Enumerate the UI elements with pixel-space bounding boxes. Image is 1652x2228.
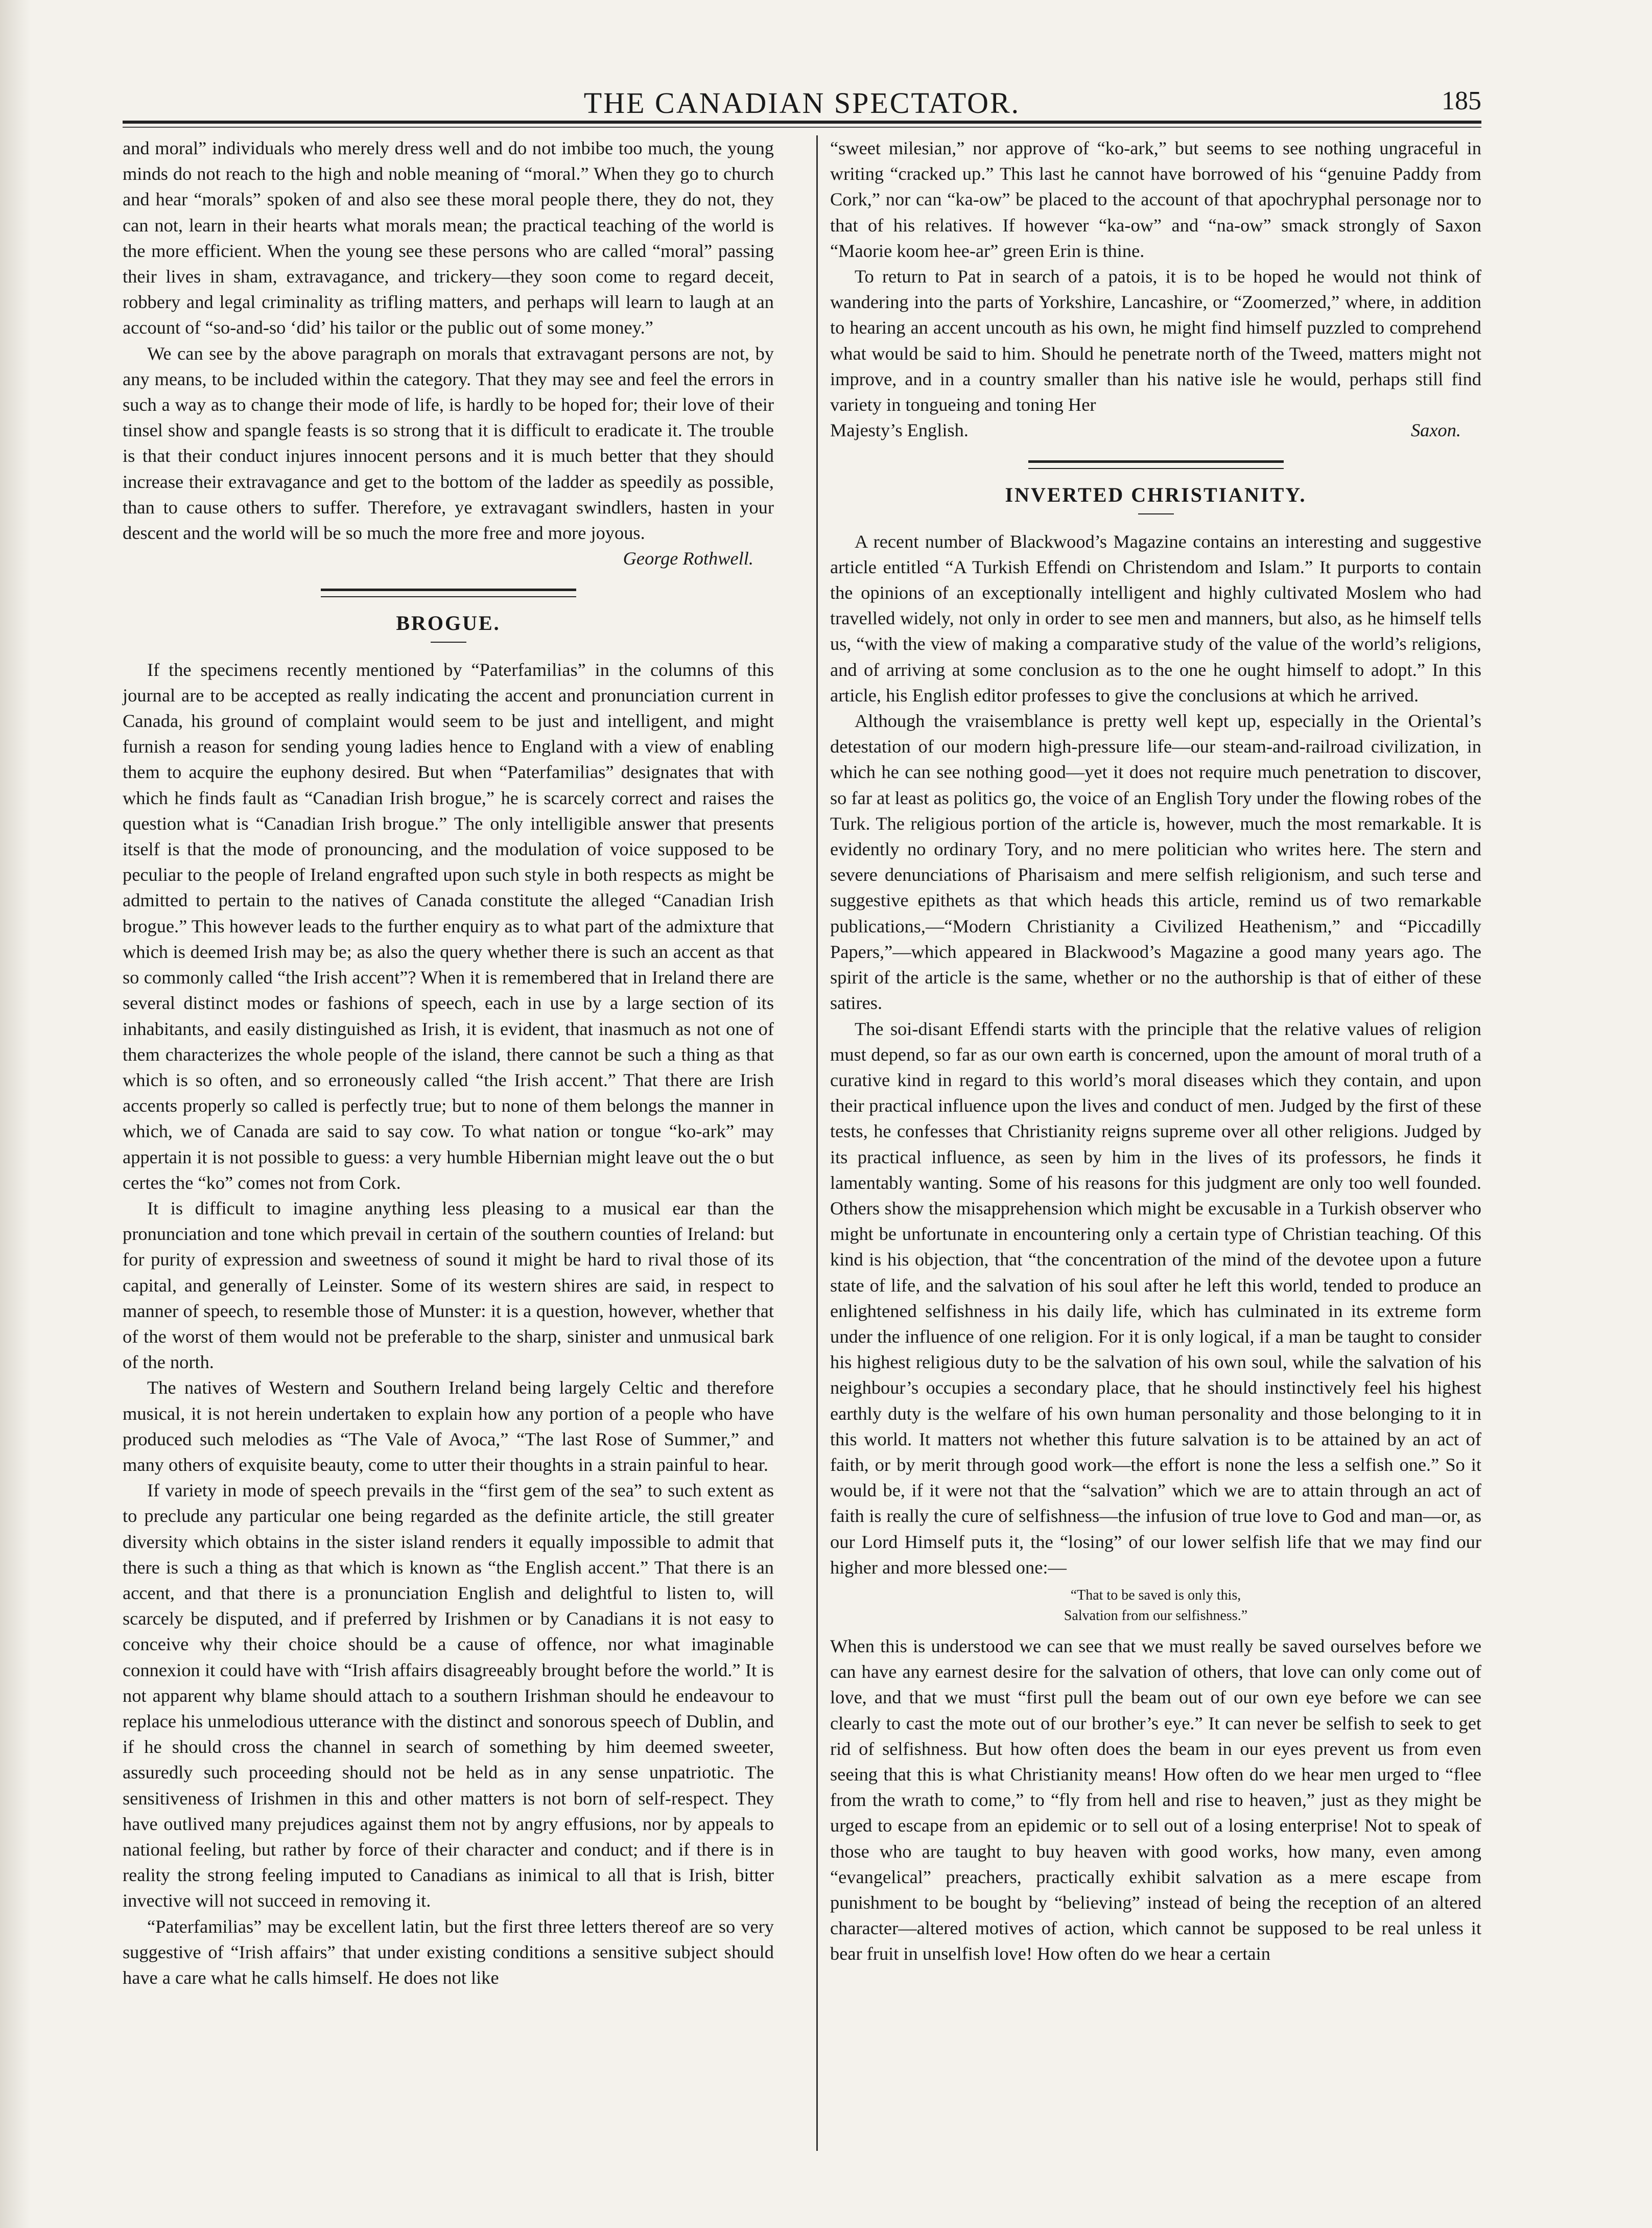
paragraph: A recent number of Blackwood’s Magazine contains an interesting and suggestive article entitled “A Turkish Effendi on Christendom and Islam.” It purports to contain the opinions of an exceptionally intelligent and highly cultivated Moslem who had travelled widely, not only in order to see men and manners, but also, as he himself tells us, “with the view of making a comparative study of the value of the world’s religions, and of arriving at some conclusion as to the one he ought himself to adopt.” In this article, his English editor professes to give the conclusions at which he arrived. — [830, 531, 1481, 706]
paragraph: If the specimens recently mentioned by “Paterfamilias” in the columns of this journal are to be accepted as really indicating the accent and pronunciation current in Canada, his ground of complaint would seem to be just and intelligent, and might furnish a reason for sending young ladies hence to England with a view of enabling them to acquire the euphony desired. But when “Paterfamilias” designates that with which he finds fault as “Canadian Irish brogue,” he is scarcely correct and raises the question what is “Canadian Irish brogue.” The only intelligible answer that presents itself is that the mode of pronouncing, and the modulation of voice supposed to be peculiar to the people of Ireland engrafted upon such style in both respects as might be admitted to pertain to the natives of Canada constitute the alleged “Canadian Irish brogue.” This however leads to the further enquiry as to what part of the admixture that which is deemed Irish may be; as also the query whether there is such an accent as that so commonly called “the Irish accent”? When it is remembered that in Ireland there are several distinct modes or fashions of speech, each in use by a large section of its inhabitants, and easily distinguished as Irish, it is evident, that inasmuch as not one of them characterizes the whole people of the island, there cannot be such a thing as that which is so often, and so erroneously called “the Irish accent.” That there are Irish accents properly so called is perfectly true; but to none of them belongs the manner in which, we of Canada are said to say cow. To what nation or tongue “ko-ark” may appertain it is not possible to guess: a very humble Hibernian might leave out the o but certes the “ko” comes not from Cork. — [123, 659, 774, 1193]
closing-text: Majesty’s English. — [830, 420, 969, 441]
author-signature: George Rothwell. — [623, 548, 753, 569]
page-edge-shadow — [0, 0, 31, 2228]
left-column — [123, 135, 774, 1990]
quote-line: Salvation from our selfishness.” — [1064, 1607, 1248, 1624]
paragraph: To return to Pat in search of a patois, it is to be hoped he would not think of wandering into the parts of Yorkshire, Lancashire, or “Zoomerzed,” where, in addition to hearing an accent uncouth as his own, he might find himself puzzled to comprehend what would be said to him. Should he penetrate north of the Tweed, matters might not improve, and in a country smaller than his native isle he would, perhaps still find variety in tongueing and toning Her — [830, 266, 1481, 415]
title-underline — [1138, 513, 1174, 514]
signature-line — [830, 417, 1481, 443]
quote-line: “That to be saved is only this, — [1070, 1587, 1241, 1603]
section-separator — [1028, 460, 1284, 469]
paragraph: and moral” individuals who merely dress well and do not imbibe too much, the young minds do not reach to the high and noble meaning of “moral.” When they go to church and hear “morals” spoken of and also see these moral people there, they do not, they can not, learn in their hearts what morals mean; the practical teaching of the world is the more efficient. When the young see these persons who are called “moral” passing their lives in sham, extravagance, and trickery—they soon come to regard deceit, robbery and legal criminality as trifling matters, and perhaps will learn to laugh at an account of “so-and-so ‘did’ his tailor or the public out of some money.” — [123, 138, 774, 338]
section-title-inverted-christianity: INVERTED CHRISTIANITY. — [1005, 483, 1307, 507]
right-column — [830, 135, 1481, 1967]
paragraph: When this is understood we can see that we must really be saved ourselves before we can have any earnest desire for the salvation of others, that love can only come out of love, and that we must “first pull the beam out of our own eye before we can see clearly to cast the mote out of our brother’s eye.” It can never be selfish to seek to get rid of selfishness. But how often does the beam in our eyes prevent us from even seeing that this is what Christianity means! How often do we hear men urged to “flee from the wrath to come,” to “fly from hell and rise to heaven,” just as they might be urged to escape from an epidemic or to sell out of a losing enterprise! Not to speak of those who are taught to buy heaven with good works, how many, even among “evangelical” preachers, practically exhibit salvation as a mere escape from punishment to be bought by “believing” instead of being the reception of an altered character—altered motives of action, which cannot be supposed to be real unless it bear fruit in unselfish love! How often do we hear a certain — [830, 1635, 1481, 1964]
header-rule-thick — [123, 121, 1481, 124]
author-signature: Saxon. — [1410, 420, 1461, 441]
paragraph: It is difficult to imagine anything less pleasing to a musical ear than the pronunciation and tone which prevail in certain of the southern counties of Ireland: but for purity of expression and sweetness of sound it might be hard to rival those of its capital, and generally of Leinster. Some of its western shires are said, in respect to manner of speech, to resemble those of Munster: it is a question, however, whether that of the worst of them would not be preferable to the sharp, sinister and unmusical bark of the north. — [123, 1198, 774, 1373]
verse-quote — [830, 1585, 1481, 1626]
page-number: 185 — [1442, 86, 1481, 115]
paragraph: We can see by the above paragraph on morals that extravagant persons are not, by any means, to be included within the category. That they may see and feel the errors in such a way as to change their mode of life, is hardly to be hoped for; their love of their tinsel show and spangle feasts is so strong that it is difficult to eradicate it. The trouble is that their conduct injures innocent persons and it is much better that they should increase their extravagance and get to the bottom of the ladder as speedily as possible, than to cause others to suffer. Therefore, ye extravagant swindlers, hasten in your descent and the world will be so much the more free and more joyous. — [123, 343, 774, 544]
section-separator — [321, 589, 576, 597]
paragraph: “Paterfamilias” may be excellent latin, but the first three letters thereof are so very suggestive of “Irish affairs” that under existing conditions a sensitive subject should have a care what he calls himself. He does not like — [123, 1916, 774, 1988]
paragraph: If variety in mode of speech prevails in the “first gem of the sea” to such extent as to preclude any particular one being regarded as the definite article, the still greater diversity which obtains in the sister island renders it equally impossible to admit that there is such a thing as that which is known as “the English accent.” That there is an accent, and that there is a pronunciation English and delightful to listen to, will scarcely be disputed, and if preferred by Irishmen or by Canadians it is not easy to conceive why their choice should be a cause of offence, nor what imaginable connexion it could have with “Irish affairs disagreeably brought before the world.” It is not apparent why blame should attach to a southern Irishman should he endeavour to replace his unmelodious utterance with the distinct and sonorous speech of Dublin, and if he should cross the channel in search of something by him deemed sweeter, assuredly such proceeding should not be held as in any sense unpatriotic. The sensitiveness of Irishmen in this and other matters is not born of self-respect. They have outlived many prejudices against them not by angry effusions, nor by appeals to national feeling, but rather by force of their character and conduct; and if there is in reality the strong feeling imputed to Canadians as inimical to all that is Irish, bitter invective will not succeed in removing it. — [123, 1480, 774, 1911]
publication-title: THE CANADIAN SPECTATOR. — [583, 86, 1021, 120]
section-title-brogue: BROGUE. — [396, 612, 501, 635]
title-underline — [431, 642, 466, 643]
paragraph: The soi-disant Effendi starts with the principle that the relative values of religion must depend, so far as our own earth is concerned, upon the amount of moral truth of a curative kind in regard to this world’s moral diseases which they contain, and upon their practical influence upon the lives and conduct of men. Judged by the first of these tests, he confesses that Christianity reigns supreme over all other religions. Judged by its practical influence, as seen by him in the lives of its professors, he finds it lamentably wanting. Some of his reasons for this judgment are only too well founded. Others show the misapprehension which might be excusable in a Turkish observer who might be unfortunate in encountering only a certain type of Christian teaching. Of this kind is his objection, that “the concentration of the mind of the devotee upon a future state of life, and the salvation of his soul after he left this world, tended to produce an enlightened selfishness in his daily life, which has culminated in its extreme form under the influence of one religion. For it is only logical, if a man be taught to consider his highest religious duty to be the salvation of his own soul, while the salvation of his neighbour’s occupies a secondary place, that he should instinctively feel his highest earthly duty is the welfare of his own human personality and those belonging to it in this world. It matters not whether this future salvation is to be attained by an act of faith, or by merit through good work—the effort is none the less a selfish one.” So it would be, if it were not that the “salvation” which we are to attain through an act of faith is really the cure of selfishness—the infusion of true love to God and man—or, as our Lord Himself puts it, the “losing” of our lower selfish life that we may find our higher and more blessed one:— — [830, 1018, 1481, 1578]
masthead — [123, 77, 1481, 123]
header-rule-thin — [123, 127, 1481, 128]
column-divider — [816, 135, 818, 2151]
paragraph: “sweet milesian,” nor approve of “ko-ark,” but seems to see nothing ungraceful in writing “cracked up.” This last he cannot have borrowed of his “genuine Paddy from Cork,” nor can “ka-ow” be placed to the account of that apochryphal personage nor to that of his relatives. If however “ka-ow” and “na-ow” smack strongly of Saxon “Maorie koom hee-ar” green Erin is thine. — [830, 138, 1481, 261]
paragraph: The natives of Western and Southern Ireland being largely Celtic and therefore musical, it is not herein undertaken to explain how any portion of a people who have produced such melodies as “The Vale of Avoca,” “The last Rose of Summer,” and many others of exquisite beauty, come to utter their thoughts in a strain painful to hear. — [123, 1377, 774, 1475]
paragraph: Although the vraisemblance is pretty well kept up, especially in the Oriental’s detestation of our modern high-pressure life—our steam-and-railroad civilization, in which he can see nothing good—yet it does not require much penetration to discover, so far at least as politics go, the voice of an English Tory under the flowing robes of the Turk. The religious portion of the article is, however, much the most remarkable. It is evidently no ordinary Tory, and no mere politician who writes here. The stern and severe denunciations of Pharisaism and mere selfish religionism, and such terse and suggestive epithets as that which heads this article, remind us of two remarkable publications,—“Modern Christianity a Civilized Heathenism,” and “Piccadilly Papers,”—which appeared in Blackwood’s Magazine a good many years ago. The spirit of the article is the same, whether or no the authorship is that of either of these satires. — [830, 711, 1481, 1014]
